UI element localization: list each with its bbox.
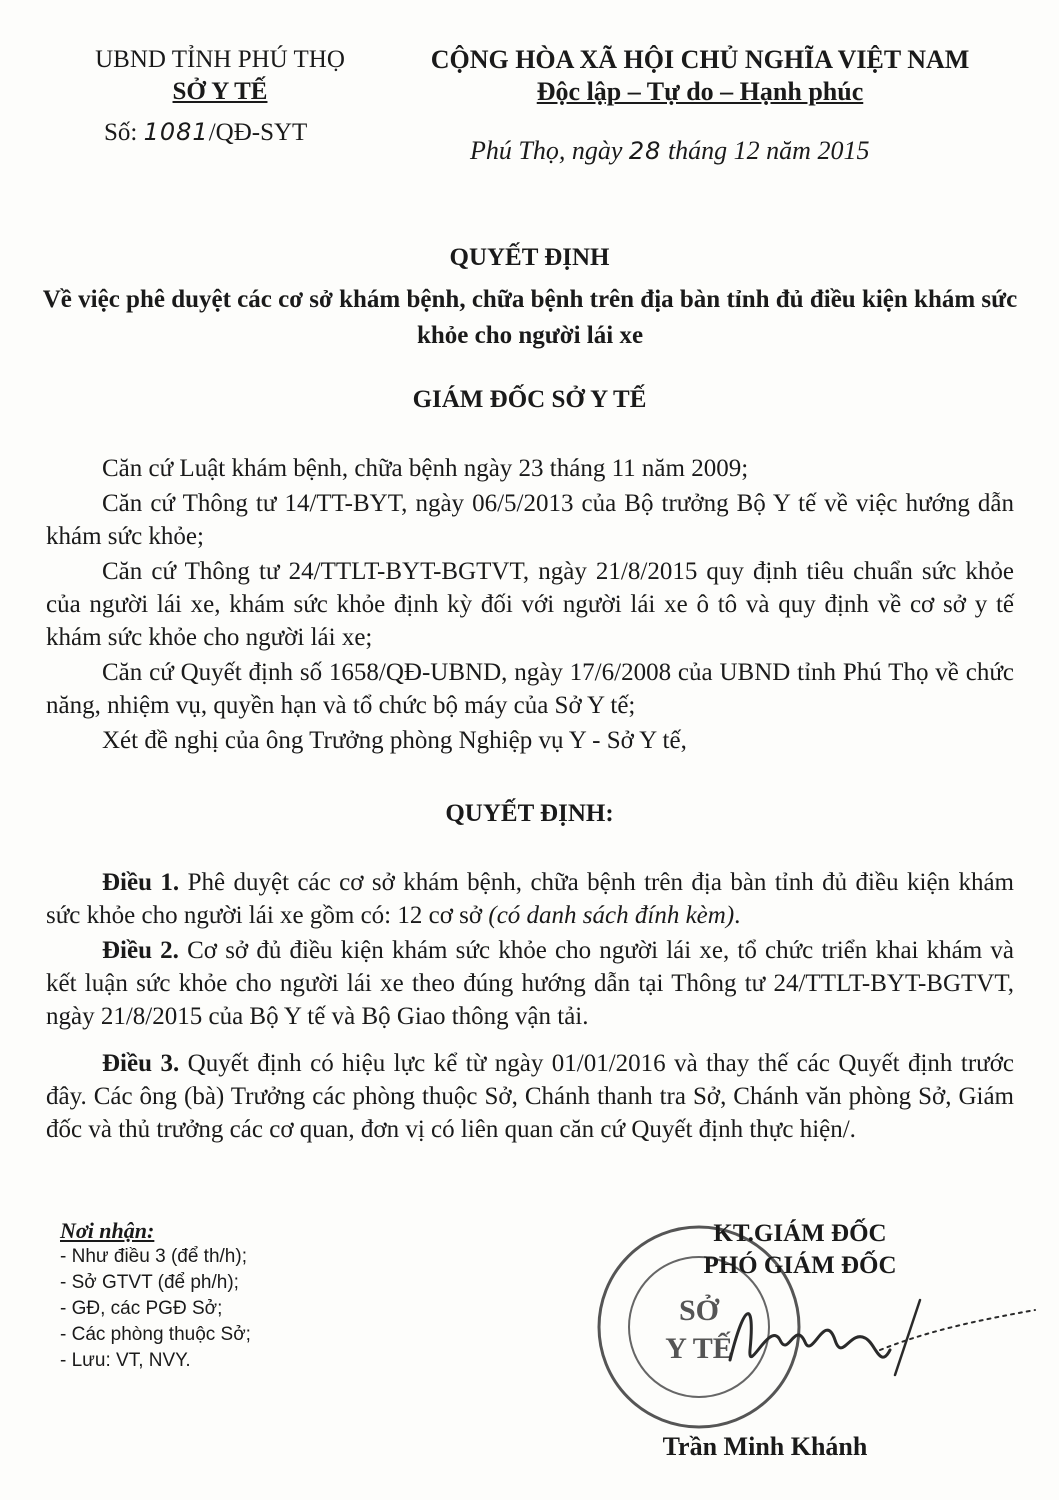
article-label: Điều 2. xyxy=(102,937,179,964)
parent-agency: UBND TỈNH PHÚ THỌ xyxy=(95,46,345,73)
date-day-handwritten: 28 xyxy=(628,137,662,165)
signer-name: Trần Minh Khánh xyxy=(662,1432,868,1461)
issuing-agency-block xyxy=(60,44,380,108)
article-label: Điều 1. xyxy=(102,869,180,896)
recipient-item: - Sở GTVT (để ph/h); xyxy=(60,1272,239,1293)
article-3 xyxy=(46,1047,1014,1146)
national-motto: Độc lập – Tự do – Hạnh phúc xyxy=(536,77,864,106)
article-text: Cơ sở đủ điều kiện khám sức khỏe cho người lái xe, tổ chức triển khai khám và kết luận sức khỏe cho người lái xe theo đúng hướng dẫn tại Thông tư 24/TTLT-BYT-BGTVT, ngày 21/8/2015 của Bộ Y tế và Bộ Giao thông vận tải. xyxy=(46,937,1014,1030)
preamble-item: Căn cứ Thông tư 24/TTLT-BYT-BGTVT, ngày 21/8/2015 quy định tiêu chuẩn sức khỏe của người lái xe, khám sức khỏe định kỳ đối với người lái xe ô tô và quy định về cơ sở y tế khám sức khỏe cho người lái xe; xyxy=(46,558,1014,651)
doc-number-prefix: Số: xyxy=(104,119,138,146)
preamble-item: Căn cứ Thông tư 14/TT-BYT, ngày 06/5/2013 của Bộ trưởng Bộ Y tế về việc hướng dẫn khám sức khỏe; xyxy=(46,490,1014,550)
document-number xyxy=(104,118,307,147)
authority-heading: GIÁM ĐỐC SỞ Y TẾ xyxy=(412,386,647,413)
seal-text-top: SỞ xyxy=(678,1294,720,1327)
signature-title-1: KT.GIÁM ĐỐC xyxy=(713,1220,887,1247)
article-tail: . xyxy=(734,902,741,929)
handwritten-signature-icon xyxy=(700,1280,1040,1400)
article-text: Phê duyệt các cơ sở khám bệnh, chữa bệnh trên địa bàn tỉnh đủ điều kiện khám sức khỏe cho người lái xe gồm có: 12 cơ sở xyxy=(46,869,1014,929)
preamble-item: Căn cứ Luật khám bệnh, chữa bệnh ngày 23 tháng 11 năm 2009; xyxy=(102,455,749,482)
article-label: Điều 3. xyxy=(102,1050,180,1077)
decision-heading: QUYẾT ĐỊNH: xyxy=(445,800,614,827)
preamble-item: Xét đề nghị của ông Trưởng phòng Nghiệp vụ Y - Sở Y tế, xyxy=(102,727,687,754)
article-text: Quyết định có hiệu lực kể từ ngày 01/01/2016 và thay thế các Quyết định trước đây. Các ông (bà) Trưởng các phòng thuộc Sở, Chánh thanh tra Sở, Chánh văn phòng Sở, Giám đốc và thủ trưởng các cơ quan, đơn vị có liên quan căn cứ Quyết định thực hiện/. xyxy=(46,1050,1015,1143)
national-header xyxy=(395,44,1005,108)
signature-block xyxy=(600,1218,1000,1282)
signature-title-2: PHÓ GIÁM ĐỐC xyxy=(703,1252,897,1279)
articles xyxy=(46,866,1014,1148)
recipient-item: - Như điều 3 (để th/h); xyxy=(60,1246,247,1267)
doc-number-suffix: /QĐ-SYT xyxy=(208,119,308,146)
document-title: QUYẾT ĐỊNH xyxy=(449,244,610,271)
issue-date xyxy=(470,136,869,166)
republic-name: CỘNG HÒA XÃ HỘI CHỦ NGHĨA VIỆT NAM xyxy=(430,45,970,74)
doc-number-handwritten: 1081 xyxy=(143,118,209,146)
article-2 xyxy=(46,934,1014,1033)
article-note: (có danh sách đính kèm) xyxy=(488,902,735,929)
preamble xyxy=(46,452,1014,759)
date-suffix: tháng 12 năm 2015 xyxy=(661,136,870,165)
recipient-item: - Các phòng thuộc Sở; xyxy=(60,1324,251,1345)
document-subject: Về việc phê duyệt các cơ sở khám bệnh, chữa bệnh trên địa bàn tỉnh đủ điều kiện khám sức khỏe cho người lái xe xyxy=(42,286,1018,349)
date-prefix: Phú Thọ, ngày xyxy=(470,136,629,165)
recipient-item: - Lưu: VT, NVY. xyxy=(60,1350,191,1371)
article-1 xyxy=(46,866,1014,932)
recipients-block xyxy=(60,1218,460,1374)
recipients-title: Nơi nhận: xyxy=(60,1218,155,1243)
agency-name: SỞ Y TẾ xyxy=(172,78,268,105)
preamble-item: Căn cứ Quyết định số 1658/QĐ-UBND, ngày 17/6/2008 của UBND tỉnh Phú Thọ về chức năng, nhiệm vụ, quyền hạn và tổ chức bộ máy của Sở Y tế; xyxy=(46,659,1014,719)
seal-text-bottom: Y TẾ xyxy=(665,1332,733,1365)
recipient-item: - GĐ, các PGĐ Sở; xyxy=(60,1298,223,1319)
